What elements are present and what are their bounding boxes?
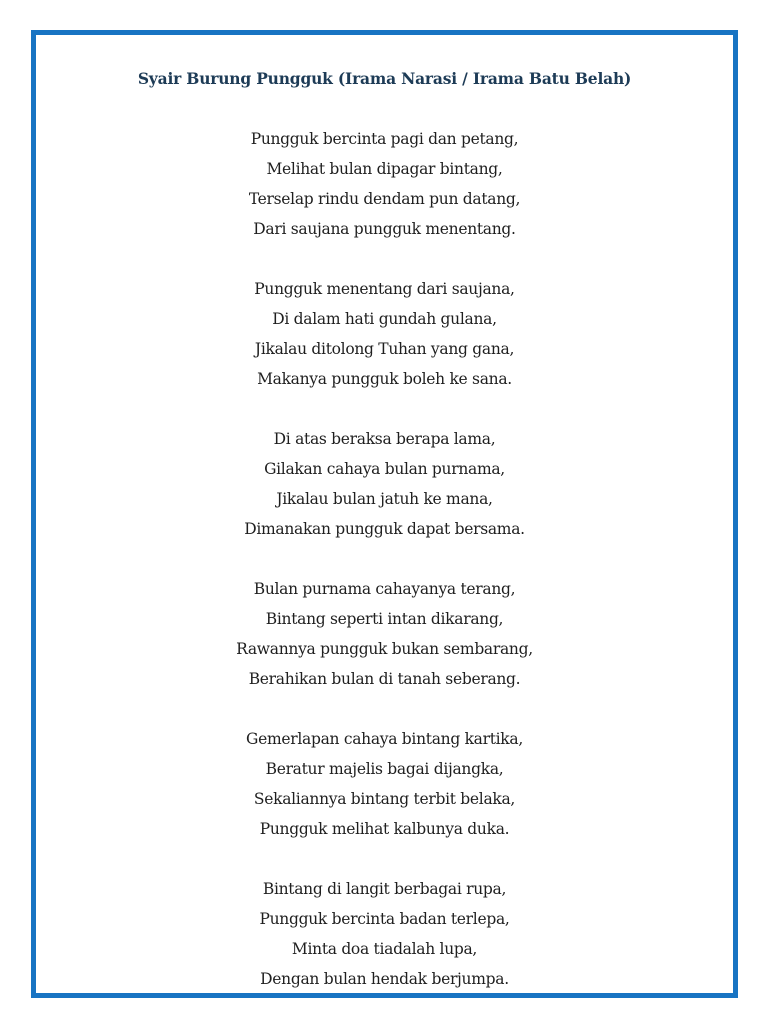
poem-line: Sekaliannya bintang terbit belaka, bbox=[253, 790, 516, 808]
poem-line: Dimanakan pungguk dapat bersama. bbox=[244, 520, 525, 538]
poem-body bbox=[36, 124, 733, 1024]
poem-line: Pungguk bercinta badan terlepa, bbox=[259, 910, 510, 928]
poem-line: Di atas beraksa berapa lama, bbox=[273, 430, 496, 448]
poem-line: Bintang di langit berbagai rupa, bbox=[262, 880, 507, 898]
poem-line: Jikalau ditolong Tuhan yang gana, bbox=[254, 340, 515, 358]
poem-line: Berahikan bulan di tanah seberang. bbox=[248, 670, 521, 688]
poem-line: Pungguk melihat kalbunya duka. bbox=[259, 820, 510, 838]
stanza-6 bbox=[36, 874, 733, 994]
poem-line: Jikalau bulan jatuh ke mana, bbox=[276, 490, 493, 508]
poem-line: Pungguk menentang dari saujana, bbox=[254, 280, 515, 298]
poem-line: Minta doa tiadalah lupa, bbox=[291, 940, 478, 958]
poem-line: Pungguk bercinta pagi dan petang, bbox=[250, 130, 519, 148]
poem-line: Melihat bulan dipagar bintang, bbox=[266, 160, 503, 178]
stanza-5 bbox=[36, 724, 733, 844]
page-border-frame bbox=[31, 30, 738, 998]
stanza-3 bbox=[36, 424, 733, 544]
poem-line: Gemerlapan cahaya bintang kartika, bbox=[246, 730, 523, 748]
poem-line: Dari saujana pungguk menentang. bbox=[253, 220, 516, 238]
poem-line: Beratur majelis bagai dijangka, bbox=[265, 760, 504, 778]
stanza-1 bbox=[36, 124, 733, 244]
poem-line: Gilakan cahaya bulan purnama, bbox=[264, 460, 505, 478]
poem-line: Bintang seperti intan dikarang, bbox=[265, 610, 504, 628]
poem-line: Di dalam hati gundah gulana, bbox=[272, 310, 497, 328]
poem-line: Rawannya pungguk bukan sembarang, bbox=[236, 640, 533, 658]
poem-line: Bulan purnama cahayanya terang, bbox=[253, 580, 516, 598]
poem-title: Syair Burung Pungguk (Irama Narasi / Irama Batu Belah) bbox=[137, 69, 632, 88]
stanza-4 bbox=[36, 574, 733, 694]
poem-line: Makanya pungguk boleh ke sana. bbox=[257, 370, 512, 388]
stanza-2 bbox=[36, 274, 733, 394]
poem-line: Terselap rindu dendam pun datang, bbox=[248, 190, 521, 208]
poem-line: Dengan bulan hendak berjumpa. bbox=[260, 970, 509, 988]
